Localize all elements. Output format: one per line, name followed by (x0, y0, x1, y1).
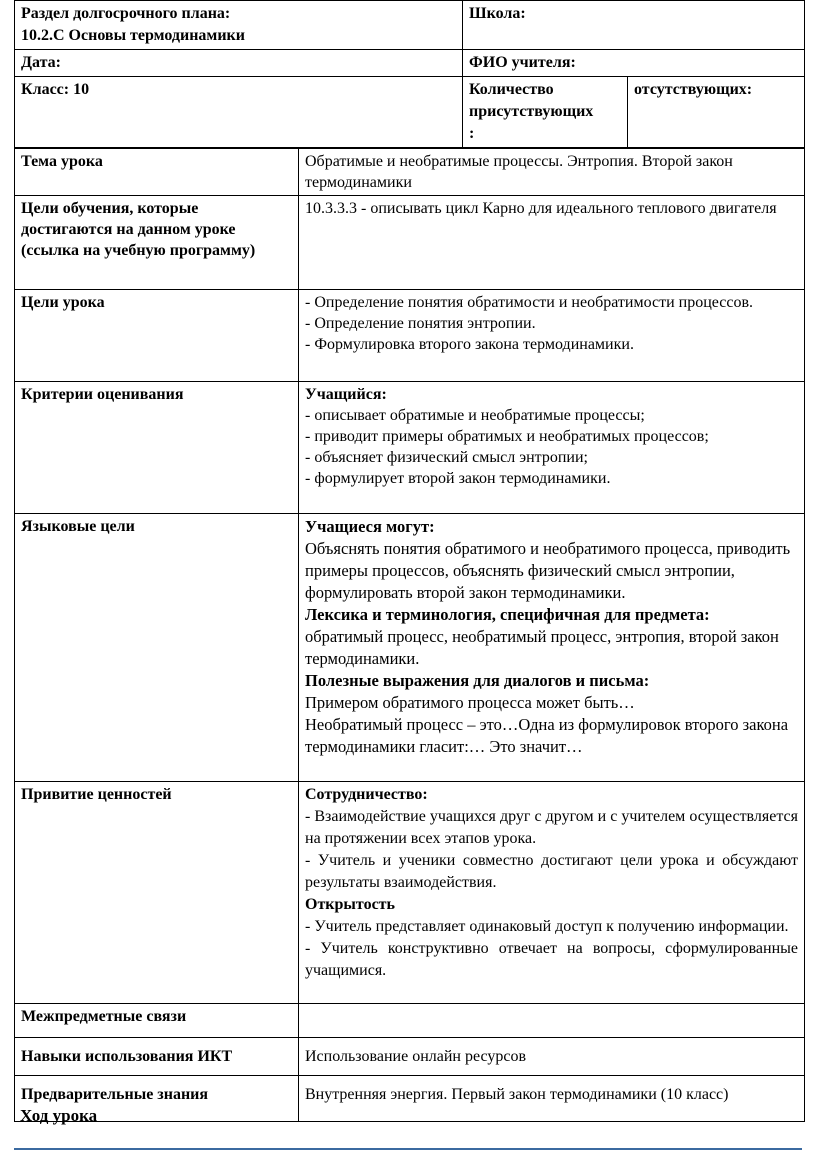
language-label: Языковые цели (15, 514, 299, 782)
table-row (15, 382, 805, 514)
criteria-line: - приводит примеры обратимых и необратимых процессов; (305, 428, 709, 445)
values-line: - Учитель конструктивно отвечает на вопросы, сформулированные учащимися. (305, 940, 798, 979)
values-value (299, 782, 805, 1004)
values-label: Привитие ценностей (15, 782, 299, 1004)
section-cell (15, 1, 463, 50)
lesson-details-table (14, 148, 805, 1122)
present-label-3: : (469, 125, 475, 142)
date-label: Дата: (21, 54, 61, 71)
table-row (15, 1004, 805, 1038)
section-label: Раздел долгосрочного плана: (21, 5, 231, 22)
criteria-line: - описывает обратимые и необратимые процессы; (305, 407, 645, 424)
absent-cell (628, 77, 805, 148)
teacher-label: ФИО учителя: (469, 54, 576, 71)
teacher-cell (463, 50, 805, 77)
criteria-label: Критерии оценивания (15, 382, 299, 514)
values-line: - Учитель и ученики совместно достигают цели урока и обсуждают результаты взаимодействия. (305, 852, 798, 891)
ict-value: Использование онлайн ресурсов (299, 1038, 805, 1076)
criteria-value (299, 382, 805, 514)
lesson-plan-page (14, 0, 804, 1122)
language-text-1: Объяснять понятия обратимого и необратимого процесса, приводить примеры процессов, объяснять физический смысл энтропии, формулировать второй закон термодинамики. (305, 539, 791, 602)
class-cell (15, 77, 463, 148)
table-row (15, 196, 805, 290)
language-heading-2: Лексика и терминология, специфичная для предмета: (305, 605, 710, 624)
ict-label: Навыки использования ИКТ (15, 1038, 299, 1076)
values-heading-2: Открытость (305, 896, 395, 913)
absent-label: отсутствующих: (634, 81, 753, 98)
criteria-line: - формулирует второй закон термодинамики. (305, 470, 611, 487)
school-cell (463, 1, 805, 50)
lesson-progress-title: Ход урока (20, 1106, 98, 1125)
values-line: - Учитель представляет одинаковый доступ к получению информации. (305, 918, 789, 935)
topic-label: Тема урока (15, 149, 299, 196)
present-cell (463, 77, 628, 148)
objectives-value: 10.3.3.3 - описывать цикл Карно для идеального теплового двигателя (299, 196, 805, 290)
class-label: Класс: 10 (21, 81, 90, 98)
present-label-2: присутствующих (469, 103, 594, 120)
language-heading-3: Полезные выражения для диалогов и письма: (305, 671, 650, 690)
criteria-heading: Учащийся: (305, 386, 387, 403)
table-row (15, 782, 805, 1004)
values-line: - Взаимодействие учащихся друг с другом и с учителем осуществляется на протяжении всех этапов урока. (305, 808, 798, 847)
topic-value: Обратимые и необратимые процессы. Энтропия. Второй закон термодинамики (299, 149, 805, 196)
goals-line: - Формулировка второго закона термодинамики. (305, 336, 634, 353)
header-table (14, 0, 805, 148)
goals-line: - Определение понятия энтропии. (305, 315, 536, 332)
objectives-label: Цели обучения, которые достигаются на данном уроке (ссылка на учебную программу) (15, 196, 299, 290)
goals-value (299, 290, 805, 382)
goals-line: - Определение понятия обратимости и необратимости процессов. (305, 294, 754, 311)
language-text-3b: Необратимый процесс – это…Одна из формулировок второго закона термодинамики гласит:… Это значит… (305, 715, 789, 756)
school-label: Школа: (469, 5, 526, 22)
table-row (15, 514, 805, 782)
language-value (299, 514, 805, 782)
page-divider (14, 1148, 802, 1150)
criteria-line: - объясняет физический смысл энтропии; (305, 449, 588, 466)
table-row (15, 290, 805, 382)
prior-value: Внутренняя энергия. Первый закон термодинамики (10 класс) (299, 1076, 805, 1122)
interdisciplinary-value (299, 1004, 805, 1038)
table-row (15, 149, 805, 196)
present-label-1: Количество (469, 81, 554, 98)
goals-label: Цели урока (15, 290, 299, 382)
table-row (15, 1076, 805, 1122)
values-heading-1: Сотрудничество: (305, 786, 428, 803)
date-cell (15, 50, 463, 77)
language-heading-1: Учащиеся могут: (305, 517, 435, 536)
prior-label: Предварительные знания (15, 1076, 299, 1122)
interdisciplinary-label: Межпредметные связи (15, 1004, 299, 1038)
language-text-2: обратимый процесс, необратимый процесс, энтропия, второй закон термодинамики. (305, 627, 779, 668)
language-text-3a: Примером обратимого процесса может быть… (305, 693, 635, 712)
section-value: 10.2.С Основы термодинамики (21, 27, 245, 44)
table-row (15, 1038, 805, 1076)
